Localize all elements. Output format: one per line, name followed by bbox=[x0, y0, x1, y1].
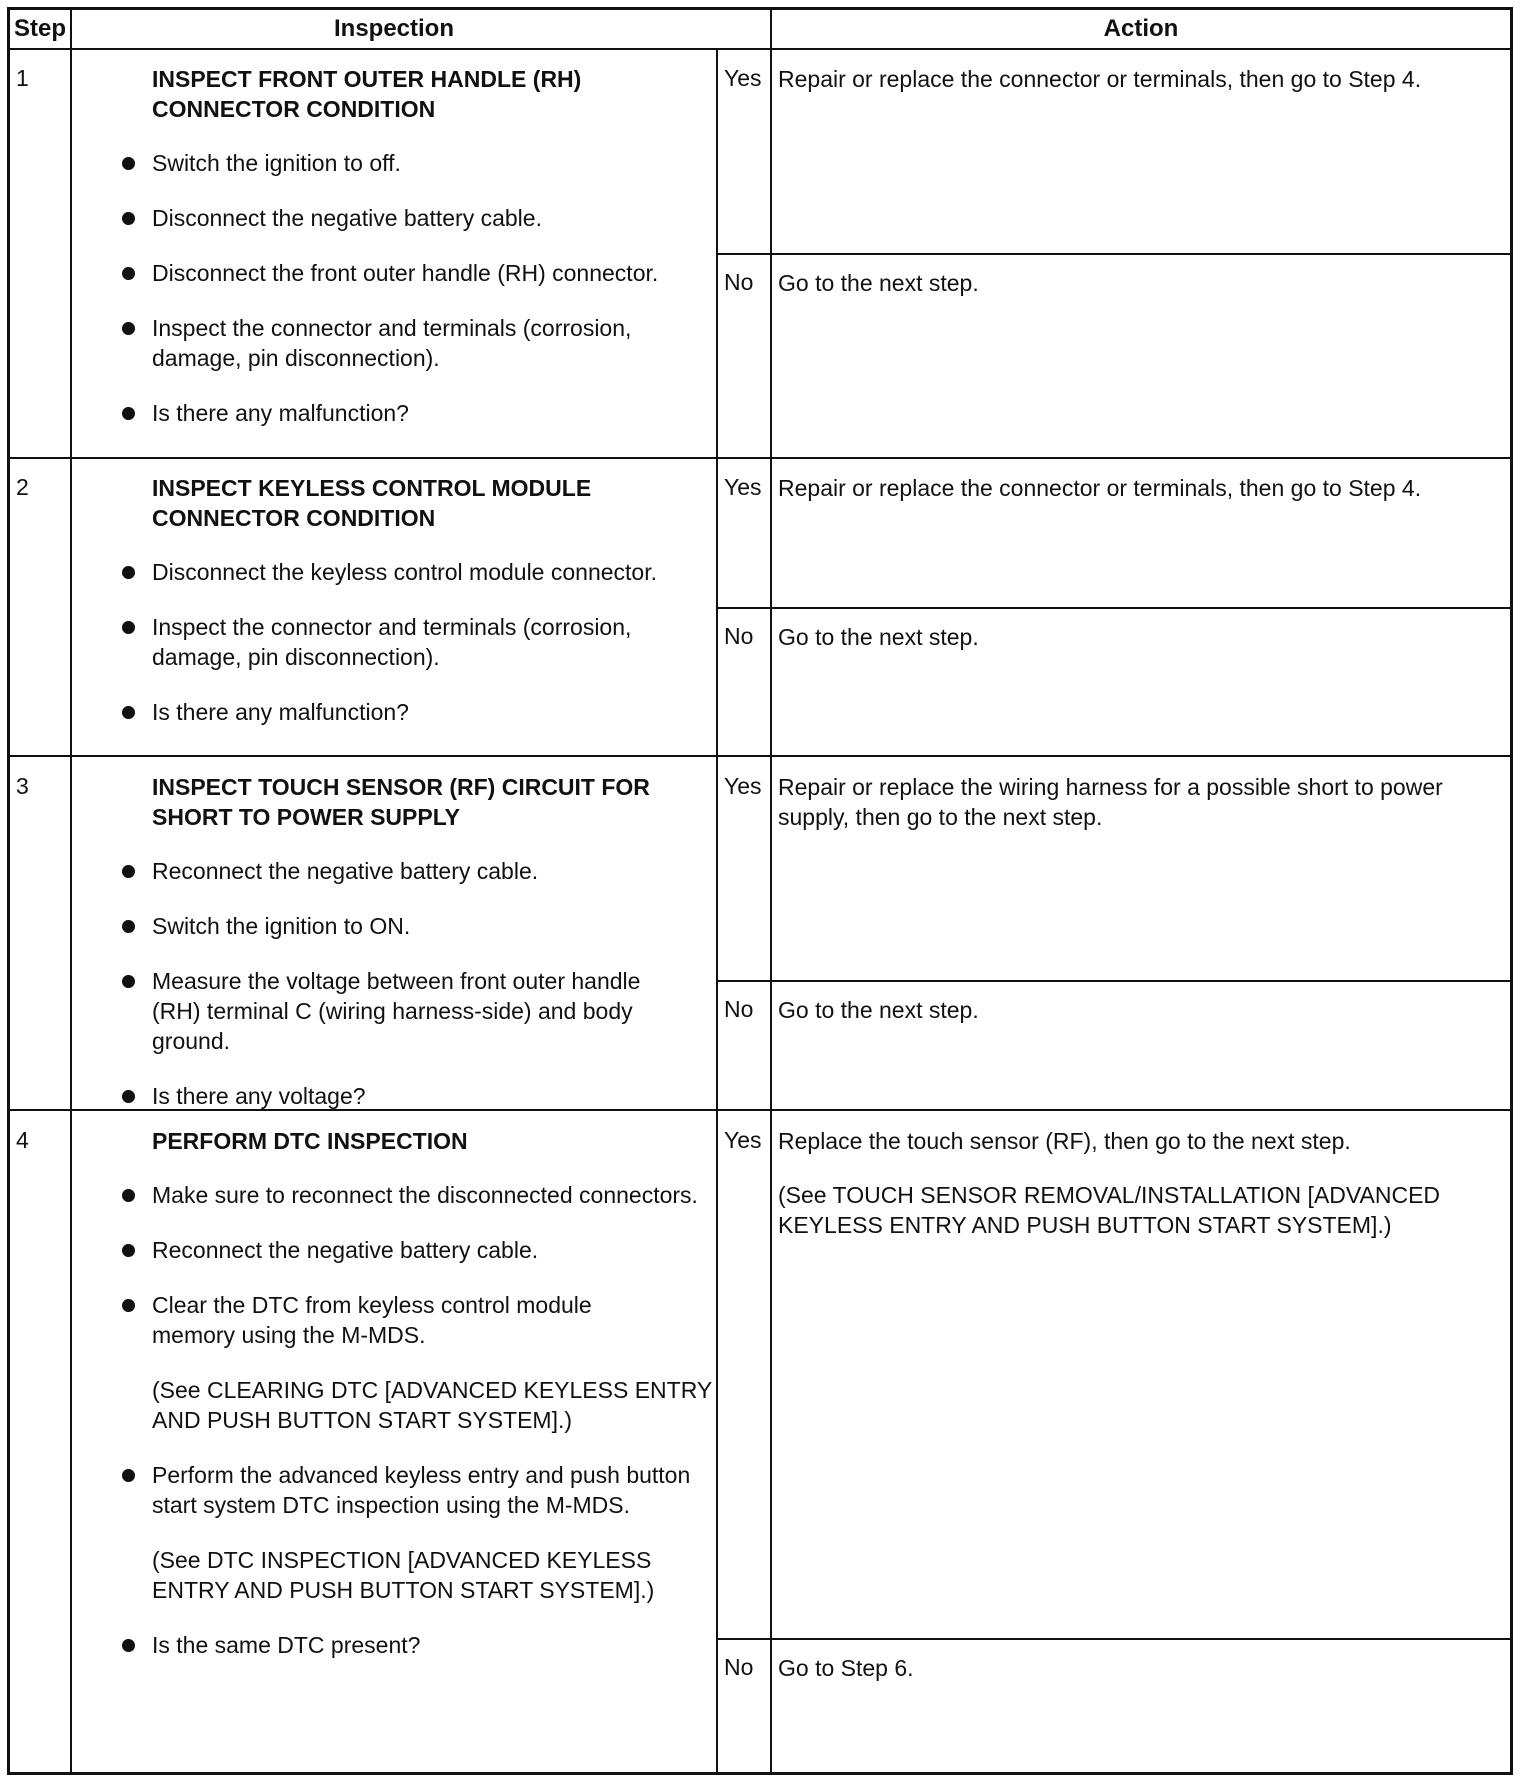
inspection-bullet: Is there any malfunction? bbox=[152, 398, 712, 428]
inspection-bullet: Inspect the connector and terminals (corrosion, damage, pin disconnection). bbox=[152, 313, 712, 373]
inspection-bullet: Make sure to reconnect the disconnected connectors. bbox=[152, 1180, 712, 1210]
yes-label: Yes bbox=[724, 474, 762, 500]
step-title: INSPECT TOUCH SENSOR (RF) CIRCUIT FOR SHORT TO POWER SUPPLY bbox=[152, 774, 650, 830]
action-text: Replace the touch sensor (RF), then go to the next step. bbox=[778, 1128, 1351, 1154]
yes-no-divider bbox=[716, 607, 1510, 609]
column-divider bbox=[70, 10, 72, 1772]
inspection-bullet: Clear the DTC from keyless control module memory using the M-MDS. bbox=[152, 1290, 672, 1350]
no-action: Go to the next step. bbox=[778, 270, 979, 296]
inspection-bullet: Is there any voltage? bbox=[152, 1081, 712, 1111]
step-title: PERFORM DTC INSPECTION bbox=[152, 1128, 468, 1154]
action-text: Repair or replace the wiring harness for a possible short to power supply, then go to the next step. bbox=[778, 774, 1443, 830]
inspection-bullet: Measure the voltage between front outer handle (RH) terminal C (wiring harness-side) and body ground. bbox=[152, 966, 672, 1056]
inspection-bullet: Switch the ignition to ON. bbox=[152, 911, 712, 941]
step-number: 3 bbox=[16, 773, 29, 799]
inspection-note: (See DTC INSPECTION [ADVANCED KEYLESS ENTRY AND PUSH BUTTON START SYSTEM].) bbox=[152, 1547, 655, 1603]
inspection-table bbox=[7, 7, 1513, 1775]
step-inspection bbox=[152, 772, 712, 1136]
no-label: No bbox=[724, 623, 754, 649]
no-action: Go to Step 6. bbox=[778, 1655, 914, 1681]
header-inspection: Inspection bbox=[333, 15, 454, 42]
action-text: Repair or replace the connector or terminals, then go to Step 4. bbox=[778, 66, 1422, 92]
inspection-bullet: Disconnect the negative battery cable. bbox=[152, 203, 712, 233]
yes-action bbox=[778, 473, 1508, 527]
step-inspection bbox=[152, 473, 712, 752]
inspection-bullet: Disconnect the front outer handle (RH) connector. bbox=[152, 258, 712, 288]
header-step: Step bbox=[13, 15, 66, 42]
column-divider bbox=[716, 48, 718, 1772]
yes-action bbox=[778, 64, 1508, 118]
yes-label: Yes bbox=[724, 65, 762, 91]
step-number: 4 bbox=[16, 1127, 29, 1153]
no-label: No bbox=[724, 269, 754, 295]
action-text: Repair or replace the connector or terminals, then go to Step 4. bbox=[778, 475, 1422, 501]
inspection-note: (See CLEARING DTC [ADVANCED KEYLESS ENTRY AND PUSH BUTTON START SYSTEM].) bbox=[152, 1377, 712, 1433]
step-title: INSPECT KEYLESS CONTROL MODULE CONNECTOR CONDITION bbox=[152, 475, 592, 531]
yes-no-divider bbox=[716, 980, 1510, 982]
no-label: No bbox=[724, 1654, 754, 1680]
inspection-bullet: Is the same DTC present? bbox=[152, 1630, 712, 1660]
row-divider bbox=[10, 457, 1510, 459]
yes-label: Yes bbox=[724, 773, 762, 799]
inspection-bullet: Reconnect the negative battery cable. bbox=[152, 856, 712, 886]
inspection-bullet: Inspect the connector and terminals (corrosion, damage, pin disconnection). bbox=[152, 612, 712, 672]
inspection-bullet: Is there any malfunction? bbox=[152, 697, 712, 727]
yes-action bbox=[778, 772, 1508, 856]
step-inspection bbox=[152, 64, 712, 453]
step-number: 1 bbox=[16, 65, 29, 91]
step-inspection bbox=[152, 1126, 712, 1685]
step-title: INSPECT FRONT OUTER HANDLE (RH) CONNECTOR CONDITION bbox=[152, 66, 582, 122]
no-label: No bbox=[724, 996, 754, 1022]
yes-label: Yes bbox=[724, 1127, 762, 1153]
inspection-bullet: Perform the advanced keyless entry and push button start system DTC inspection using the M-MDS. bbox=[152, 1460, 712, 1520]
yes-no-divider bbox=[716, 1638, 1510, 1640]
inspection-bullet: Switch the ignition to off. bbox=[152, 148, 712, 178]
yes-action bbox=[778, 1126, 1498, 1264]
yes-no-divider bbox=[716, 253, 1510, 255]
step-number: 2 bbox=[16, 474, 29, 500]
no-action: Go to the next step. bbox=[778, 624, 979, 650]
column-divider bbox=[770, 10, 772, 1772]
no-action: Go to the next step. bbox=[778, 997, 979, 1023]
row-divider bbox=[10, 48, 1510, 50]
row-divider bbox=[10, 755, 1510, 757]
inspection-bullet: Reconnect the negative battery cable. bbox=[152, 1235, 712, 1265]
inspection-bullet: Disconnect the keyless control module connector. bbox=[152, 557, 712, 587]
header-action: Action bbox=[1103, 15, 1179, 42]
action-note: (See TOUCH SENSOR REMOVAL/INSTALLATION [ADVANCED KEYLESS ENTRY AND PUSH BUTTON START SYSTEM].) bbox=[778, 1182, 1441, 1238]
